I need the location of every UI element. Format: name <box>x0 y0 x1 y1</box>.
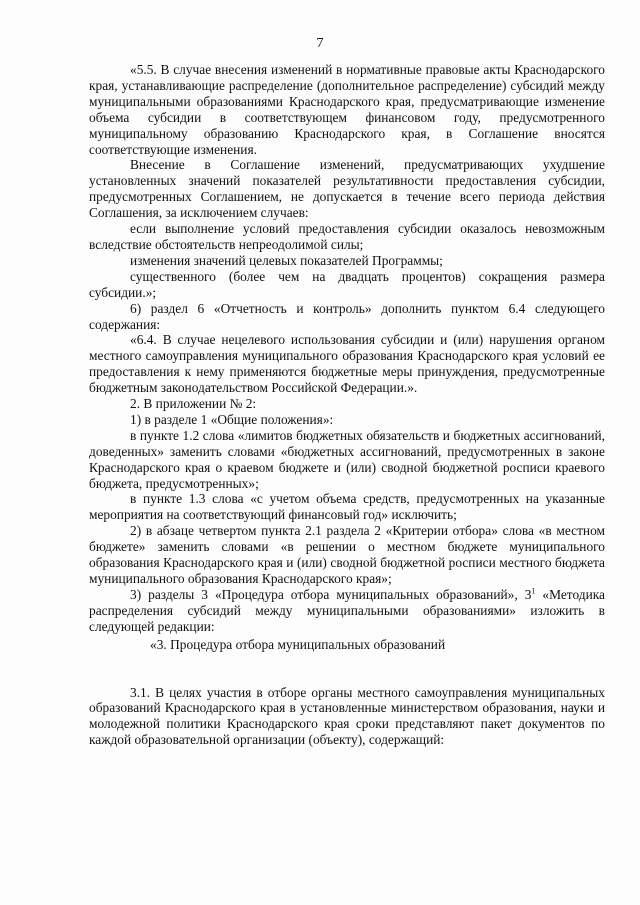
paragraph-point-1-3: в пункте 1.3 слова «с учетом объема средств, предусмотренных на указанные мероприятия на соответствующий финансовый год» исключить; <box>89 491 605 523</box>
paragraph-appendix-2: 2. В приложении № 2: <box>130 396 257 412</box>
paragraph-target-indicators: изменения значений целевых показателей Программы; <box>130 252 443 268</box>
document-body <box>89 62 605 748</box>
page-number: 7 <box>316 36 324 51</box>
paragraph-force-majeure: если выполнение условий предоставления субсидии оказалось невозможным вследствие обстоятельств непреодолимой силы; <box>89 221 605 252</box>
paragraph-6-4: «6.4. В случае нецелевого использования субсидии и (или) нарушения органом местного самоуправления муниципального образования Краснодарского края условий ее предоставления к нему применяются бюджетные меры принуждения, предусмотренные бюджетным законодательством Российской Федерации.». <box>89 332 605 396</box>
paragraph-agreement-changes: Внесение в Соглашение изменений, предусматривающих ухудшение установленных значений показателей результативности предоставления субсидии, предусмотренных Соглашением, не допускается в течение всего периода действия Соглашения, за исключением случаев: <box>89 157 605 221</box>
paragraph-item-6: 6) раздел 6 «Отчетность и контроль» дополнить пунктом 6.4 следующего содержания: <box>89 300 605 332</box>
section-3-heading: «3. Процедура отбора муниципальных образований <box>150 636 446 652</box>
paragraph-section-1: 1) в разделе 1 «Общие положения»: <box>130 411 334 427</box>
paragraph-3-1: 3.1. В целях участия в отборе органы местного самоуправления муниципальных образований Краснодарского края в установленные министерством образования, науки и молодежной политики Краснодарского края сроки представляют пакет документов по каждой образовательной организации (объекту), содержащий: <box>89 684 605 748</box>
sections-3-text-a: 3) разделы 3 «Процедура отбора муниципальных образований», 3 <box>130 586 532 602</box>
superscript-1: 1 <box>531 586 536 596</box>
paragraph-point-2-1: 2) в абзаце четвертом пункта 2.1 раздела 2 «Критерии отбора» слова «в местном бюджете» заменить словами «в решении о местном бюджете муниципального образования Краснодарского края и (или) сводной бюджетной росписи местного бюджета муниципального образования Краснодарского края»; <box>89 523 605 586</box>
paragraph-5-5: «5.5. В случае внесения изменений в нормативные правовые акты Краснодарского края, устанавливающие распределение (дополнительное распределение) субсидий между муниципальными образованиями Краснодарского края, предусматривающие изменение объема субсидии в соответствующем финансовом году, предусмотренного муниципальному образованию Краснодарского края, в Соглашение вносятся соответствующие изменения. <box>89 62 605 157</box>
sections-3-text-b: «Методика распределения субсидий между муниципальными образованиями» изложить в следующей редакции: <box>89 586 605 634</box>
paragraph-subsidy-reduction: существенного (более чем на двадцать процентов) сокращения размера субсидии.»; <box>89 268 605 300</box>
paragraph-sections-3 <box>89 587 605 635</box>
paragraph-point-1-2: в пункте 1.2 слова «лимитов бюджетных обязательств и бюджетных ассигнований, доведенных» заменить словами «бюджетных ассигнований, предусмотренных в законе Краснодарского края о краевом бюджете и (или) сводной бюджетной росписи краевого бюджета, предусмотренных»; <box>89 427 605 491</box>
